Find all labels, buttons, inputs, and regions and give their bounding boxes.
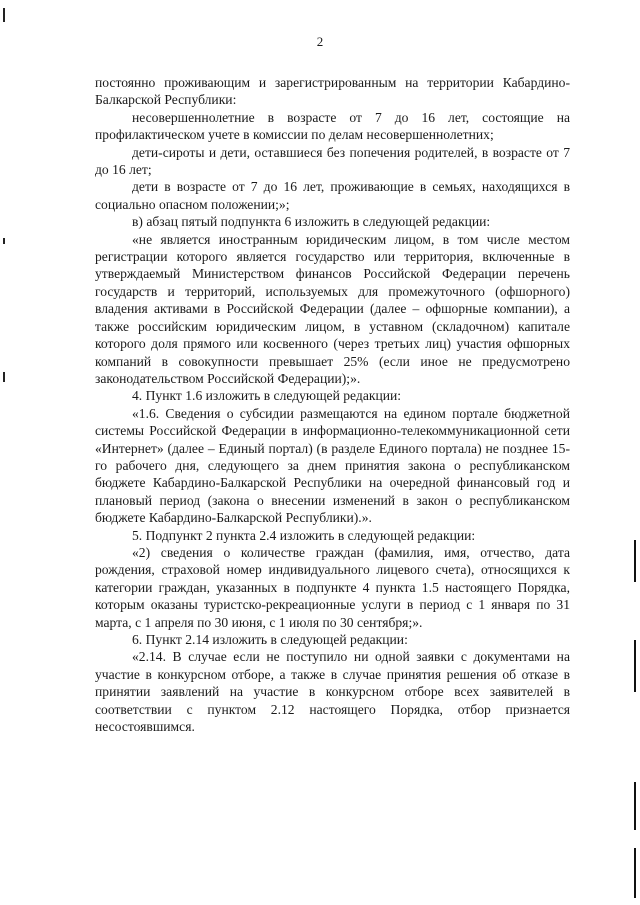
right-edge-bar-4 <box>634 848 636 898</box>
paragraph-children-at-risk: дети в возрасте от 7 до 16 лет, проживающие в семьях, находящихся в социально опасном положении;»; <box>95 179 570 212</box>
paragraph-amendment-v: в) абзац пятый подпункта 6 изложить в следующей редакции: <box>132 214 491 230</box>
left-margin-mark-lower <box>3 372 5 382</box>
right-edge-bar-1 <box>634 540 636 582</box>
paragraph-orphans: дети-сироты и дети, оставшиеся без попечения родителей, в возрасте от 7 до 16 лет; <box>95 144 570 178</box>
paragraph-residents: постоянно проживающим и зарегистрированным на территории Кабардино-Балкарской Республики: <box>95 75 570 108</box>
left-margin-mark-top <box>3 8 5 22</box>
paragraph-clause-2-4-2: «2) сведения о количестве граждан (фамилия, имя, отчество, дата рождения, страховой номер индивидуального лицевого счета), относящихся к категории граждан, указанных в подпункте 4 пункта 1.5 настоящего Порядка, которым оказаны туристско-рекреационные услуги в период с 1 января по 31 марта, с 1 апреля по 30 июня, с 1 июля по 30 сентября;». <box>95 544 570 630</box>
paragraph-offshore-clause: «не является иностранным юридическим лицом, в том числе местом регистрации которого является государство или территория, включенные в утверждаемый Министерством финансов Российской Федерации перечень государств и территорий, используемых для промежуточного (офшорного) владения активами в Российской Федерации (далее – офшорные компании), а также российским юридическим лицом, в уставном (складочном) капитале которого доля прямого или косвенного (через третьих лиц) участия офшорных компаний в совокупности превышает 25% (если иное не предусмотрено законодательством Российской Федерации);». <box>95 231 570 386</box>
paragraph-item-4: 4. Пункт 1.6 изложить в следующей редакции: <box>132 388 402 404</box>
paragraph-item-6: 6. Пункт 2.14 изложить в следующей редакции: <box>132 632 408 647</box>
right-edge-bar-3 <box>634 782 636 830</box>
paragraph-item-5: 5. Подпункт 2 пункта 2.4 изложить в следующей редакции: <box>132 527 476 543</box>
page-number: 2 <box>316 34 324 49</box>
paragraph-minors-registered: несовершеннолетние в возрасте от 7 до 16 лет, состоящие на профилактическом учете в комиссии по делам несовершеннолетних; <box>95 109 570 143</box>
left-margin-mark-middle <box>3 238 5 244</box>
paragraph-clause-1-6: «1.6. Сведения о субсидии размещаются на едином портале бюджетной системы Российской Федерации в информационно-телекоммуникационной сети «Интернет» (далее – Единый портал) (в разделе Единого портала) не позднее 15-го рабочего дня, следующего за днем принятия закона о республиканском бюджете Кабардино-Балкарской Республики на очередной финансовый год и плановый период (закона о внесении изменений в закон о республиканском бюджете Кабардино-Балкарской Республики).». <box>95 405 570 526</box>
paragraph-clause-2-14: «2.14. В случае если не поступило ни одной заявки с документами на участие в конкурсном отборе, а также в случае принятия решения об отказе в принятии заявлений на участие в конкурсном отборе всех заявителей в соответствии с пунктом 2.12 настоящего Порядка, отбор признается несостоявшимся. <box>95 649 570 735</box>
document-body <box>95 74 570 735</box>
right-edge-bar-2 <box>634 640 636 692</box>
